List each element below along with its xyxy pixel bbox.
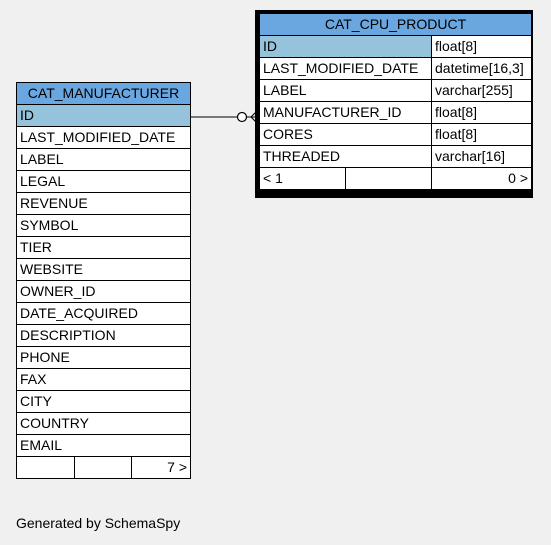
column-name: CORES (260, 124, 432, 146)
column-name: DATE_ACQUIRED (17, 303, 191, 325)
table-header-cat-cpu-product[interactable]: CAT_CPU_PRODUCT (260, 14, 532, 36)
table-row[interactable] (17, 435, 191, 457)
table-row[interactable] (17, 391, 191, 413)
child-count[interactable]: 0 > (432, 168, 532, 190)
table-row[interactable] (17, 347, 191, 369)
column-name: ID (260, 36, 432, 58)
table-row[interactable] (17, 171, 191, 193)
column-name: WEBSITE (17, 259, 191, 281)
column-type: float[8] (432, 36, 532, 58)
table-row[interactable] (17, 215, 191, 237)
table-footer-row (17, 457, 191, 479)
table-row[interactable] (17, 127, 191, 149)
table-row[interactable] (17, 303, 191, 325)
table-row[interactable] (17, 149, 191, 171)
column-name: SYMBOL (17, 215, 191, 237)
column-name: MANUFACTURER_ID (260, 102, 432, 124)
column-name: REVENUE (17, 193, 191, 215)
column-type: varchar[255] (432, 80, 532, 102)
column-name: EMAIL (17, 435, 191, 457)
column-name: LEGAL (17, 171, 191, 193)
column-name: LAST_MODIFIED_DATE (260, 58, 432, 80)
table-row[interactable] (17, 281, 191, 303)
table-row[interactable] (17, 369, 191, 391)
table-row[interactable] (17, 193, 191, 215)
table-header-cat-manufacturer[interactable]: CAT_MANUFACTURER (17, 83, 191, 105)
row-count (346, 168, 432, 190)
column-name: ID (17, 105, 191, 127)
column-name: FAX (17, 369, 191, 391)
parent-count[interactable]: < 1 (260, 168, 346, 190)
table-row[interactable] (260, 146, 532, 168)
table-row[interactable] (260, 102, 532, 124)
table-row[interactable] (260, 124, 532, 146)
column-name: OWNER_ID (17, 281, 191, 303)
table-row[interactable] (17, 237, 191, 259)
column-name: PHONE (17, 347, 191, 369)
table-row[interactable] (260, 58, 532, 80)
table-row[interactable] (17, 259, 191, 281)
column-name: CITY (17, 391, 191, 413)
table-row[interactable] (17, 105, 191, 127)
generated-by-footer: Generated by SchemaSpy (16, 515, 181, 531)
column-name: COUNTRY (17, 413, 191, 435)
table-footer-row (260, 168, 532, 190)
row-count (75, 457, 132, 479)
column-type: float[8] (432, 124, 532, 146)
column-name: DESCRIPTION (17, 325, 191, 347)
column-type: varchar[16] (432, 146, 532, 168)
column-name: TIER (17, 237, 191, 259)
table-row[interactable] (17, 325, 191, 347)
column-type: datetime[16,3] (432, 58, 532, 80)
parent-count[interactable] (17, 457, 75, 479)
table-row[interactable] (260, 80, 532, 102)
column-name: THREADED (260, 146, 432, 168)
table-cat-manufacturer[interactable] (16, 82, 191, 479)
column-name: LAST_MODIFIED_DATE (17, 127, 191, 149)
column-type: float[8] (432, 102, 532, 124)
table-cat-cpu-product[interactable] (259, 13, 532, 190)
column-name: LABEL (17, 149, 191, 171)
table-row[interactable] (260, 36, 532, 58)
table-cat-cpu-product-frame (255, 10, 533, 198)
table-row[interactable] (17, 413, 191, 435)
column-name: LABEL (260, 80, 432, 102)
child-count[interactable]: 7 > (132, 457, 191, 479)
